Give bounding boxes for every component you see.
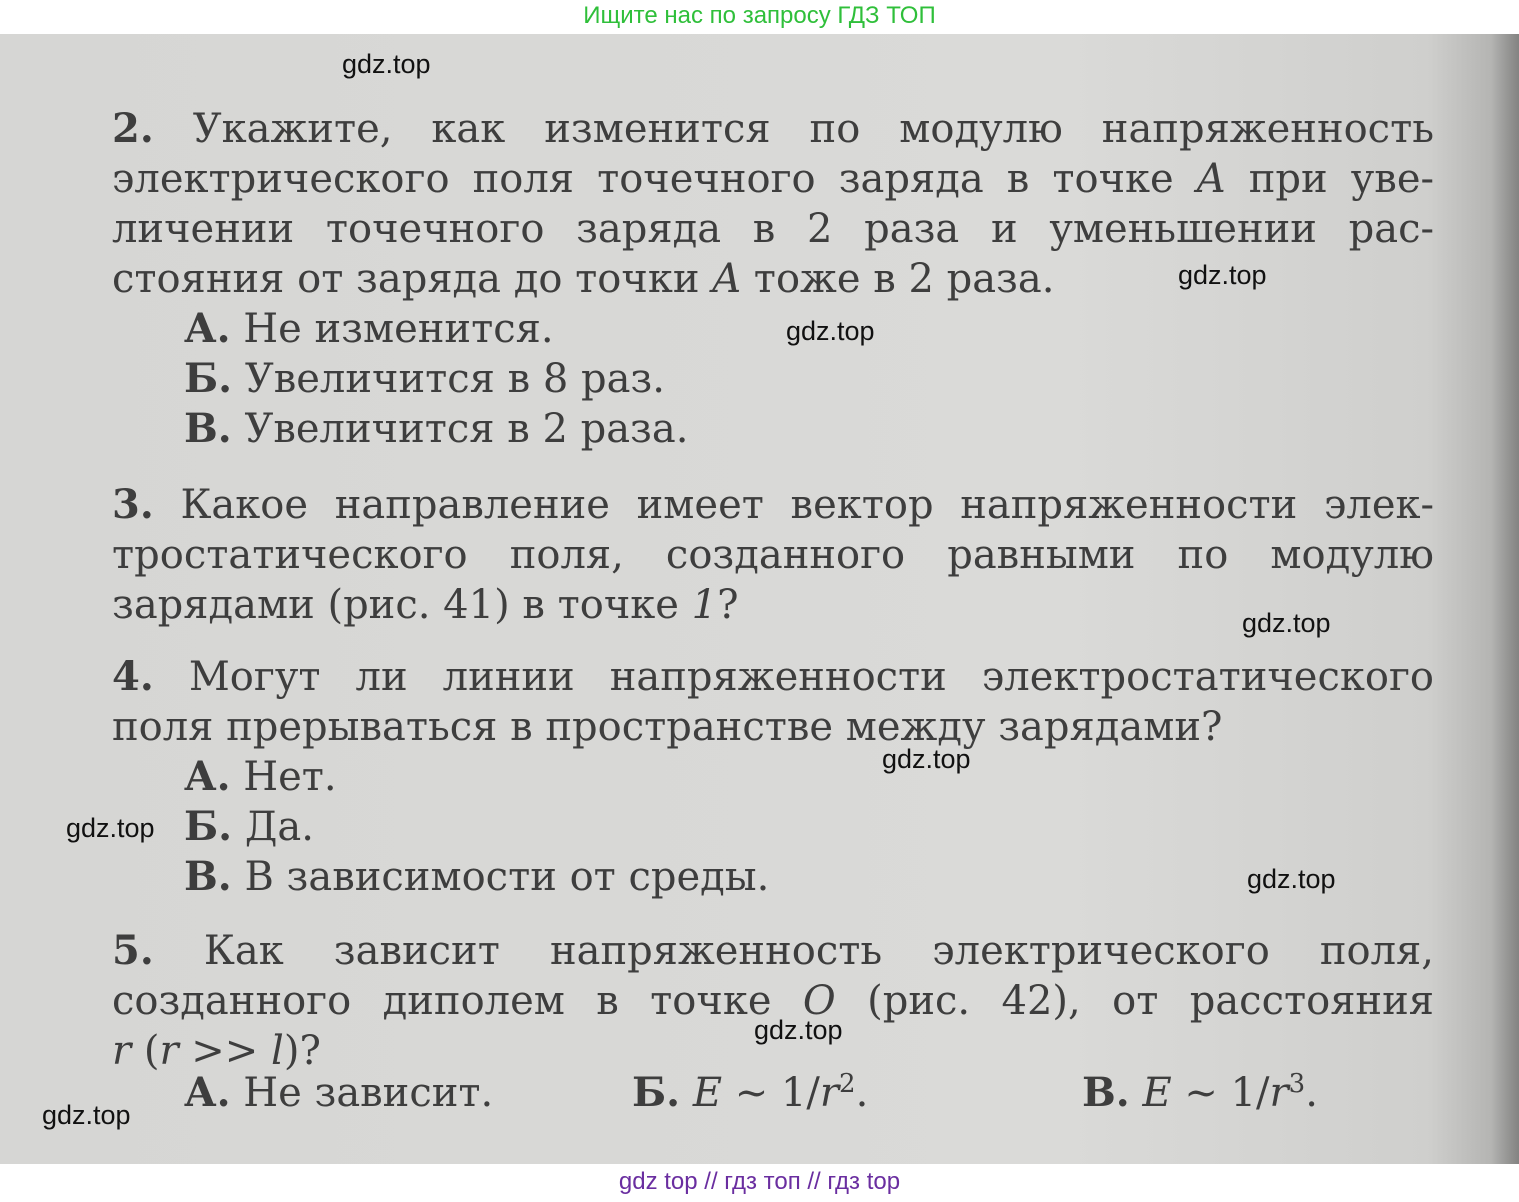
q3-line-1 xyxy=(112,480,1434,530)
var-e: E xyxy=(1142,1070,1172,1116)
q5-paren-open: ( xyxy=(131,1028,160,1074)
q2-text-4b: тоже в 2 раза. xyxy=(741,256,1055,302)
q4-text-2: поля прерываться в пространстве между зарядами? xyxy=(112,704,1223,750)
q2-option-c xyxy=(184,404,688,454)
option-label: Б. xyxy=(184,355,233,402)
q5-option-c xyxy=(1082,1068,1318,1118)
option-end: . xyxy=(1305,1070,1318,1116)
q2-var-a: A xyxy=(1196,156,1226,202)
q3-text-3a: зарядами (рис. 41) в точке xyxy=(112,582,692,628)
option-formula: ~ 1/ xyxy=(722,1070,820,1116)
bottom-banner: gdz top // гдз топ // гдз top xyxy=(0,1164,1519,1202)
watermark: gdz.top xyxy=(42,1100,131,1130)
q5-much-greater: >> xyxy=(178,1028,272,1074)
q2-option-a xyxy=(184,304,554,354)
var-r: r xyxy=(1269,1070,1289,1116)
option-label: Б. xyxy=(184,803,233,850)
q4-option-a xyxy=(184,752,337,802)
q5-paren-close: )? xyxy=(283,1028,321,1074)
option-text: Да. xyxy=(232,804,314,850)
q5-var-o: O xyxy=(802,978,836,1024)
watermark: gdz.top xyxy=(786,316,875,346)
option-text: Не зависит. xyxy=(230,1070,494,1116)
q2-option-b xyxy=(184,354,665,404)
option-text: Увеличится в 2 раза. xyxy=(231,406,689,452)
option-space xyxy=(680,1070,693,1116)
option-end: . xyxy=(855,1070,869,1116)
q5-var-r: r xyxy=(112,1028,132,1074)
watermark: gdz.top xyxy=(342,49,431,79)
q2-number: 2. xyxy=(112,105,154,152)
option-text: В зависимости от среды. xyxy=(231,854,770,900)
watermark: gdz.top xyxy=(882,744,971,774)
q5-text-2b: (рис. 42), от расстояния xyxy=(835,978,1434,1024)
watermark: gdz.top xyxy=(1178,260,1267,290)
q3-var-point: 1 xyxy=(691,582,718,628)
watermark: gdz.top xyxy=(66,813,155,843)
q5-var-r-2: r xyxy=(159,1028,179,1074)
option-label: А. xyxy=(184,1069,231,1116)
option-label: В. xyxy=(184,405,232,452)
option-label: А. xyxy=(184,753,231,800)
watermark: gdz.top xyxy=(754,1015,843,1045)
option-formula: ~ 1/ xyxy=(1171,1070,1270,1116)
q5-option-b xyxy=(632,1068,868,1118)
q5-option-a xyxy=(184,1068,493,1118)
option-text: Нет. xyxy=(230,754,337,800)
page-edge-shadow xyxy=(1491,34,1519,1164)
exponent: 2 xyxy=(839,1069,856,1099)
q5-line-1 xyxy=(112,926,1434,976)
top-banner: Ищите нас по запросу ГДЗ ТОП xyxy=(0,0,1519,34)
var-e: E xyxy=(692,1070,723,1116)
q4-option-b xyxy=(184,802,314,852)
q2-var-a-2: A xyxy=(712,256,742,302)
var-r: r xyxy=(819,1070,840,1116)
q4-number: 4. xyxy=(112,653,154,700)
option-space xyxy=(1130,1070,1143,1116)
option-label: А. xyxy=(184,305,231,352)
q2-text-1: Укажите, как изменится по модулю напряженность xyxy=(192,106,1434,152)
q5-text-2a: созданного диполем в точке xyxy=(112,978,803,1024)
q4-line-1 xyxy=(112,652,1434,702)
exponent: 3 xyxy=(1288,1069,1306,1099)
q5-number: 5. xyxy=(112,927,154,974)
option-label: Б. xyxy=(632,1069,681,1116)
option-text: Увеличится в 8 раз. xyxy=(232,356,665,402)
q3-line-3 xyxy=(112,580,1434,630)
q2-line-1 xyxy=(112,104,1434,154)
q3-number: 3. xyxy=(112,481,154,528)
q2-line-2 xyxy=(112,154,1434,204)
q2-text-2a: электрического поля точечного заряда в точке xyxy=(112,156,1197,202)
watermark: gdz.top xyxy=(1242,608,1331,638)
q2-text-4a: стояния от заряда до точки xyxy=(112,256,713,302)
q2-line-3 xyxy=(112,204,1434,254)
q5-text-1: Как зависит напряженность электрического поля, xyxy=(203,928,1434,974)
option-label: В. xyxy=(184,853,232,900)
q4-option-c xyxy=(184,852,769,902)
watermark: gdz.top xyxy=(1247,864,1336,894)
q3-line-2 xyxy=(112,530,1434,580)
q4-text-1: Могут ли линии напряженности электростатического xyxy=(188,654,1434,700)
option-label: В. xyxy=(1082,1069,1130,1116)
q3-text-1: Какое направление имеет вектор напряженности элек- xyxy=(180,482,1435,528)
q3-text-3b: ? xyxy=(717,582,739,628)
q5-var-l: l xyxy=(271,1028,284,1074)
textbook-scan xyxy=(0,34,1519,1164)
q2-text-3: личении точечного заряда в 2 раза и уменьшении рас- xyxy=(112,206,1434,252)
q4-line-2 xyxy=(112,702,1434,752)
q2-text-2b: при уве- xyxy=(1225,156,1434,202)
q3-text-2: тростатического поля, созданного равными по модулю xyxy=(112,532,1434,578)
option-text: Не изменится. xyxy=(230,306,554,352)
